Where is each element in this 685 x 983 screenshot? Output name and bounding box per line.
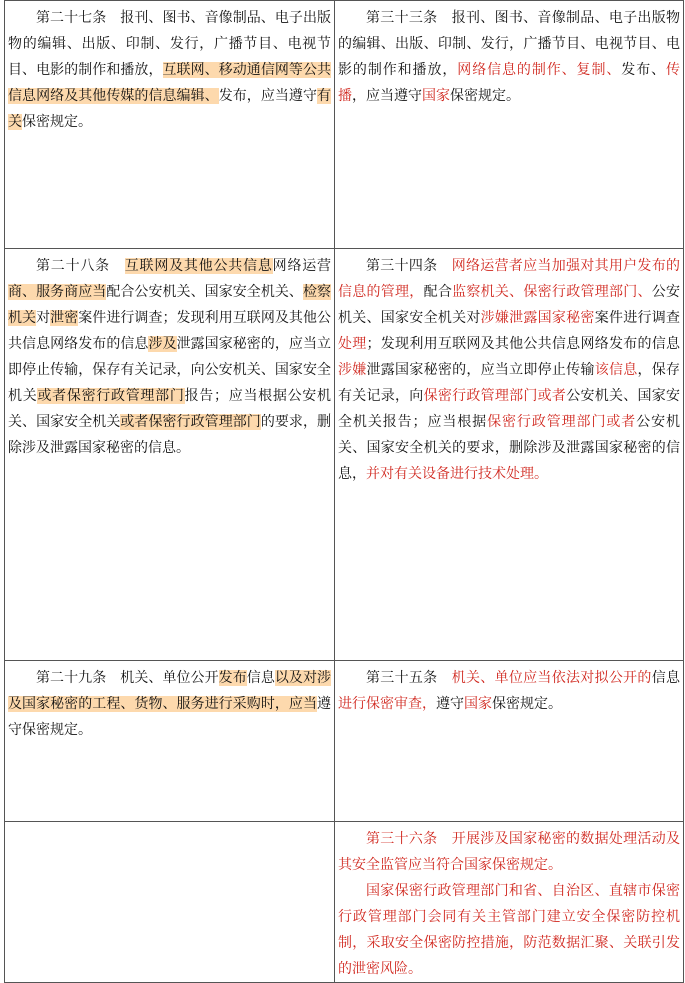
article-row bbox=[5, 249, 684, 661]
article-text: ，应当遵守 bbox=[352, 88, 422, 104]
revised-text: 网络信息的制作、复制、 bbox=[457, 62, 622, 78]
article-text: 第三十五条 bbox=[366, 670, 452, 686]
deleted-text-highlight: 有关 bbox=[8, 88, 332, 130]
article-text: 配合公安机关、国家安全机关、 bbox=[106, 284, 303, 300]
article-text: 配合 bbox=[423, 284, 453, 300]
article-text: ，保存有关记录，向 bbox=[338, 362, 681, 404]
deleted-text-highlight: 或者保密行政管理部门 bbox=[37, 388, 185, 404]
new-article-cell bbox=[335, 822, 684, 983]
article-text: 发布、 bbox=[621, 62, 667, 78]
revised-text: 网络运营者应当加强对其用户发布的信息的管理， bbox=[338, 258, 681, 300]
article-paragraph bbox=[5, 1, 334, 135]
deleted-text-highlight: 互联网、移动通信网等公共信息网络及其他传媒的信息编辑、 bbox=[8, 62, 331, 104]
deleted-text-highlight: 以及对涉及国家秘密的工程、货物、服务进行采购时，应当 bbox=[8, 670, 332, 712]
article-text: 第三十三条 报刊、图书、音像制品、电子出版物的编辑、出版、印制、发行，广播节目、电视节目、电影的制作和播放， bbox=[338, 10, 680, 78]
article-text: 第二十八条 bbox=[36, 258, 125, 274]
old-article-cell bbox=[5, 1, 335, 249]
article-text: 报告；应当根据公安机关、国家安全机关 bbox=[8, 388, 332, 430]
article-text: 保密规定。 bbox=[22, 114, 92, 130]
article-text: 泄露国家秘密的，应当立即停止传输，保存有关记录，向公安机关、国家安全机关 bbox=[8, 336, 332, 404]
article-text: 第三十四条 bbox=[366, 258, 452, 274]
article-row bbox=[5, 1, 684, 249]
article-text: 泄露国家秘密的，应当立即停止传输 bbox=[366, 362, 595, 378]
deleted-text-highlight: 发布 bbox=[218, 670, 247, 686]
comparison-table bbox=[4, 0, 684, 983]
revised-text: 机关、单位应当依法对拟公开的 bbox=[451, 670, 652, 686]
deleted-text-highlight: 涉及 bbox=[148, 336, 177, 352]
revised-text: 处理 bbox=[338, 336, 367, 352]
revised-text: 第三十六条 开展涉及国家秘密的数据处理活动及其安全监管应当符合国家保密规定。 bbox=[338, 831, 680, 873]
article-paragraph bbox=[5, 661, 334, 743]
article-text: 信息 bbox=[246, 670, 275, 686]
article-text: 保密规定。 bbox=[450, 88, 520, 104]
deleted-text-highlight: 泄密 bbox=[50, 310, 79, 326]
revised-text: 该信息 bbox=[594, 362, 638, 378]
new-article-cell bbox=[335, 1, 684, 249]
deleted-text-highlight: 互联网及其他公共信息 bbox=[124, 258, 273, 274]
revised-text: 保密行政管理部门或者 bbox=[423, 388, 567, 404]
article-paragraph bbox=[335, 822, 683, 878]
revised-text: 涉嫌泄露国家秘密 bbox=[480, 310, 595, 326]
article-text: 保密规定。 bbox=[492, 696, 562, 712]
article-text: 公安机关、国家安全机关报告；应当根据 bbox=[338, 388, 681, 430]
revised-text: 保密行政管理部门或者 bbox=[487, 414, 637, 430]
article-text: 的要求，删除涉及泄露国家秘密的信息。 bbox=[8, 414, 332, 456]
new-article-cell bbox=[335, 661, 684, 822]
revised-text: 国家 bbox=[422, 88, 450, 104]
deleted-text-highlight: 商、服务商应当 bbox=[8, 284, 107, 300]
article-paragraph bbox=[335, 249, 683, 487]
article-text: 案件进行调查；发现利用互联网及其他公共信息网络发布的信息 bbox=[8, 310, 332, 352]
revised-text: 传播 bbox=[338, 62, 681, 104]
article-text: 信息 bbox=[651, 670, 681, 686]
article-text: 遵守 bbox=[436, 696, 464, 712]
article-text: 遵守保密规定。 bbox=[8, 696, 331, 738]
article-text: 对 bbox=[36, 310, 51, 326]
article-text: ；发现利用互联网及其他公共信息网络发布的信息 bbox=[366, 336, 681, 352]
revised-text: 并对有关设备进行技术处理。 bbox=[366, 466, 548, 482]
revised-text: 进行保密审查， bbox=[338, 696, 436, 712]
article-text: 第二十九条 机关、单位公开 bbox=[36, 670, 219, 686]
article-text: 公安机关、国家安全机关对 bbox=[338, 284, 681, 326]
article-text: 公安机关、国家安全机关的要求，删除涉及泄露国家秘密的信息， bbox=[338, 414, 681, 482]
article-text: 发布，应当遵守 bbox=[218, 88, 318, 104]
article-paragraph bbox=[335, 1, 683, 109]
old-article-cell bbox=[5, 661, 335, 822]
article-text: 网络运营 bbox=[272, 258, 332, 274]
revised-text: 涉嫌 bbox=[338, 362, 367, 378]
article-text: 第二十七条 报刊、图书、音像制品、电子出版物的编辑、出版、印制、发行，广播节目、电视节目、电影的制作和播放， bbox=[8, 10, 331, 78]
article-text: 案件进行调查 bbox=[594, 310, 681, 326]
article-paragraph bbox=[5, 249, 334, 461]
article-paragraph bbox=[335, 661, 683, 717]
revised-text: 国家 bbox=[464, 696, 492, 712]
revised-text: 监察机关、保密行政管理部门、 bbox=[452, 284, 652, 300]
revised-text: 国家保密行政管理部门和省、自治区、直辖市保密行政管理部门会同有关主管部门建立安全保密防控机制，采取安全保密防控措施，防范数据汇聚、关联引发的泄密风险。 bbox=[338, 883, 680, 977]
article-row bbox=[5, 822, 684, 983]
deleted-text-highlight: 检察机关 bbox=[8, 284, 332, 326]
old-article-cell bbox=[5, 822, 335, 983]
deleted-text-highlight: 或者保密行政管理部门 bbox=[120, 414, 261, 430]
new-article-cell bbox=[335, 249, 684, 661]
article-row bbox=[5, 661, 684, 822]
old-article-cell bbox=[5, 249, 335, 661]
article-paragraph bbox=[335, 878, 683, 982]
